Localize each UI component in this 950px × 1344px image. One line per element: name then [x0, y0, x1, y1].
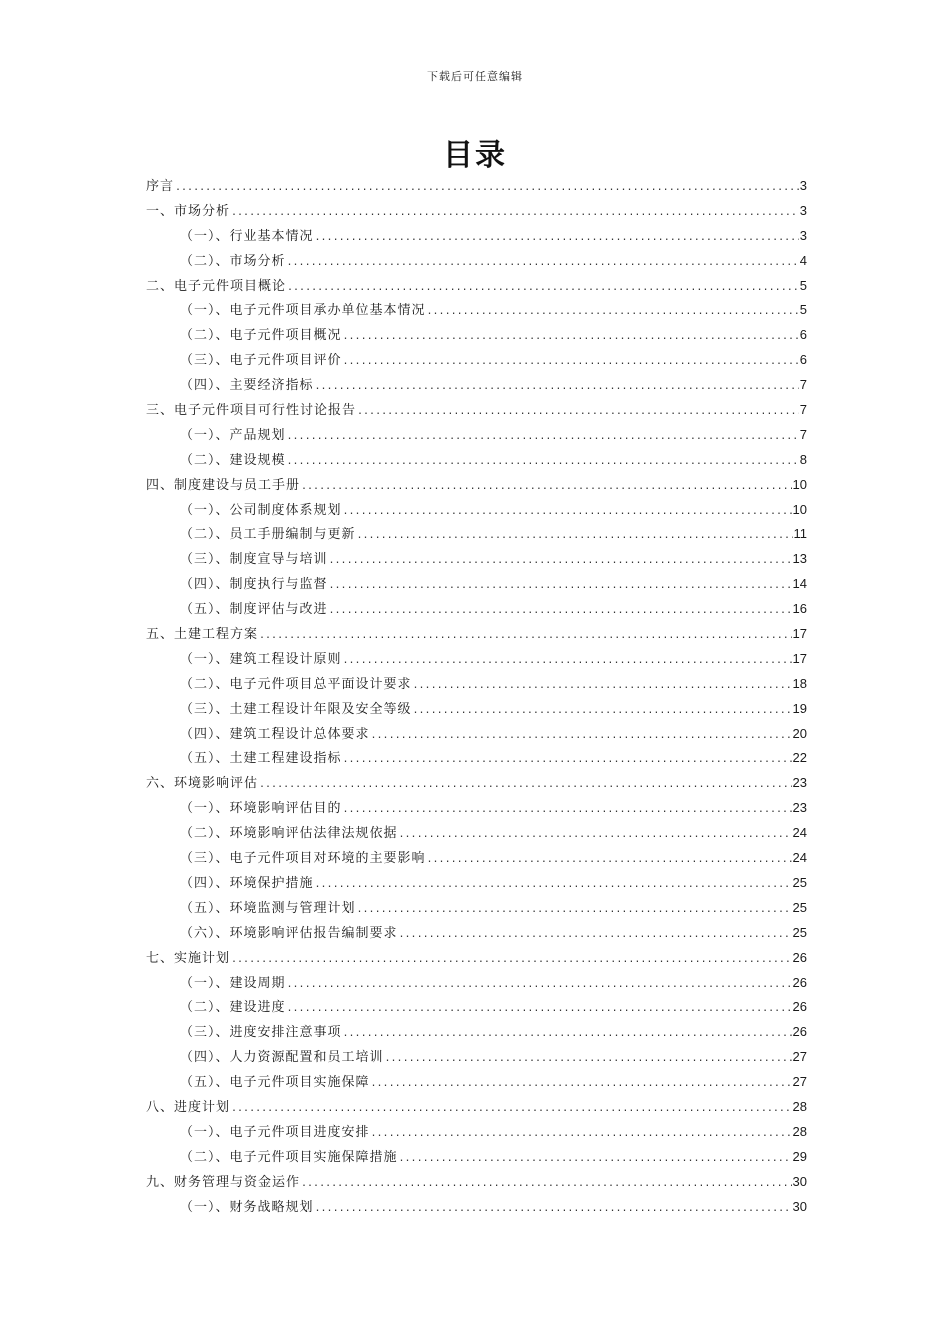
toc-dot-leader: [301, 1172, 792, 1197]
toc-dot-leader: [329, 574, 792, 599]
toc-entry[interactable]: [146, 746, 807, 771]
toc-dot-leader: [343, 798, 792, 823]
toc-entry[interactable]: [146, 946, 807, 971]
toc-entry-title: （二）、电子元件项目实施保障措施: [180, 1149, 398, 1165]
toc-page-number: 13: [792, 551, 807, 567]
toc-page-number: 24: [792, 825, 807, 841]
toc-page-number: 24: [792, 850, 807, 866]
toc-page-number: 5: [799, 277, 807, 293]
toc-page-number: 7: [799, 426, 807, 442]
toc-dot-leader: [329, 599, 792, 624]
toc-entry[interactable]: [146, 921, 807, 946]
toc-dot-leader: [287, 425, 799, 450]
toc-entry-title: （一）、环境影响评估目的: [180, 801, 342, 817]
toc-dot-leader: [357, 400, 799, 425]
toc-entry[interactable]: [146, 697, 807, 722]
toc-entry-title: （二）、员工手册编制与更新: [180, 527, 356, 543]
toc-entry-title: （一）、建设周期: [180, 975, 286, 991]
toc-page-number: 11: [793, 526, 807, 542]
toc-dot-leader: [399, 823, 792, 848]
toc-dot-leader: [287, 450, 799, 475]
toc-entry-title: （一）、建筑工程设计原则: [180, 651, 342, 667]
toc-entry-title: （四）、建筑工程设计总体要求: [180, 726, 370, 742]
toc-entry-title: （一）、电子元件项目承办单位基本情况: [180, 303, 426, 319]
toc-dot-leader: [413, 674, 792, 699]
toc-entry[interactable]: [146, 821, 807, 846]
toc-entry[interactable]: [146, 846, 807, 871]
toc-page-number: 6: [799, 352, 807, 368]
toc-page-number: 25: [792, 924, 807, 940]
toc-entry[interactable]: [146, 373, 807, 398]
toc-entry[interactable]: [146, 647, 807, 672]
toc-entry-title: 七、实施计划: [146, 950, 231, 966]
toc-page-number: 28: [792, 1123, 807, 1139]
toc-dot-leader: [399, 923, 792, 948]
toc-page-number: 14: [792, 576, 807, 592]
toc-entry-title: （一）、行业基本情况: [180, 228, 314, 244]
toc-entry[interactable]: [146, 1170, 807, 1195]
toc-entry-title: 四、制度建设与员工手册: [146, 477, 301, 493]
toc-dot-leader: [259, 773, 792, 798]
toc-entry-title: （四）、环境保护措施: [180, 875, 314, 891]
toc-entry[interactable]: [146, 871, 807, 896]
toc-page-number: 23: [792, 800, 807, 816]
toc-dot-leader: [343, 500, 792, 525]
toc-page-number: 22: [792, 750, 807, 766]
toc-page-number: 3: [799, 202, 807, 218]
toc-entry-title: （二）、建设进度: [180, 1000, 286, 1016]
toc-dot-leader: [231, 201, 799, 226]
toc-entry[interactable]: [146, 423, 807, 448]
toc-page-number: 25: [792, 899, 807, 915]
toc-entry-title: （四）、人力资源配置和员工培训: [180, 1050, 384, 1066]
toc-entry[interactable]: [146, 672, 807, 697]
toc-entry-title: （一）、财务战略规划: [180, 1199, 314, 1215]
toc-dot-leader: [259, 624, 792, 649]
page-header-note: 下载后可任意编辑: [427, 70, 523, 83]
toc-entry[interactable]: [146, 298, 807, 323]
toc-dot-leader: [315, 1197, 792, 1222]
toc-entry-title: 六、环境影响评估: [146, 776, 259, 792]
toc-page-number: 23: [792, 775, 807, 791]
toc-page-number: 7: [799, 377, 807, 393]
toc-entry-title: 序言: [146, 179, 175, 194]
toc-entry-title: （一）、电子元件项目进度安排: [180, 1124, 370, 1140]
toc-dot-leader: [329, 549, 792, 574]
toc-dot-leader: [315, 873, 792, 898]
toc-dot-leader: [287, 997, 792, 1022]
toc-entry-title: （二）、市场分析: [180, 253, 286, 269]
toc-page-number: 26: [792, 1024, 807, 1040]
toc-page-number: 5: [799, 302, 807, 318]
toc-dot-leader: [343, 748, 792, 773]
toc-entry-title: （二）、环境影响评估法律法规依据: [180, 826, 398, 842]
toc-page-number: 7: [799, 402, 807, 418]
toc-page-number: 26: [792, 949, 807, 965]
toc-dot-leader: [385, 1047, 792, 1072]
toc-page-number: 26: [792, 974, 807, 990]
toc-page-number: 16: [792, 601, 807, 617]
toc-entry-title: （五）、制度评估与改进: [180, 602, 328, 618]
toc-entry[interactable]: [146, 224, 807, 249]
toc-dot-leader: [315, 226, 799, 251]
toc-entry-title: （三）、土建工程设计年限及安全等级: [180, 701, 412, 717]
toc-entry[interactable]: [146, 1095, 807, 1120]
toc-entry[interactable]: [146, 771, 807, 796]
toc-dot-leader: [231, 948, 792, 973]
toc-page-number: 17: [792, 626, 807, 642]
toc-page-number: 3: [799, 227, 807, 243]
toc-page-number: 20: [792, 725, 807, 741]
toc-page-number: 30: [792, 1173, 807, 1189]
toc-entry[interactable]: [146, 1145, 807, 1170]
toc-dot-leader: [287, 276, 799, 301]
toc-dot-leader: [357, 898, 792, 923]
toc-entry[interactable]: [146, 1120, 807, 1145]
toc-page-number: 25: [792, 874, 807, 890]
toc-entry[interactable]: [146, 622, 807, 647]
toc-entry-title: （三）、电子元件项目对环境的主要影响: [180, 851, 426, 867]
toc-dot-leader: [343, 1022, 792, 1047]
toc-entry-title: 三、电子元件项目可行性讨论报告: [146, 403, 357, 419]
toc-page-number: 10: [792, 476, 807, 492]
toc-page-number: 8: [799, 451, 807, 467]
toc-entry[interactable]: [146, 323, 807, 348]
toc-entry[interactable]: [146, 249, 807, 274]
toc-entry[interactable]: [146, 274, 807, 299]
toc-entry[interactable]: [146, 597, 807, 622]
toc-entry-title: （二）、电子元件项目概况: [180, 328, 342, 344]
toc-entry-title: （四）、主要经济指标: [180, 378, 314, 394]
toc-entry[interactable]: [146, 971, 807, 996]
toc-dot-leader: [371, 1122, 792, 1147]
toc-entry[interactable]: [146, 1195, 807, 1220]
toc-dot-leader: [357, 524, 793, 549]
toc-dot-leader: [413, 699, 792, 724]
toc-page-number: 30: [792, 1198, 807, 1214]
toc-dot-leader: [315, 375, 799, 400]
toc-page-number: 27: [792, 1049, 807, 1065]
toc-dot-leader: [287, 251, 799, 276]
toc-dot-leader: [427, 300, 799, 325]
toc-page-number: 29: [792, 1148, 807, 1164]
toc-entry[interactable]: [146, 174, 807, 199]
toc-entry-title: （五）、电子元件项目实施保障: [180, 1075, 370, 1091]
toc-entry-title: （四）、制度执行与监督: [180, 577, 328, 593]
toc-entry[interactable]: [146, 1070, 807, 1095]
toc-page-number: 18: [792, 675, 807, 691]
toc-entry[interactable]: [146, 473, 807, 498]
toc-entry[interactable]: [146, 796, 807, 821]
toc-entry[interactable]: [146, 448, 807, 473]
table-of-contents: [146, 174, 807, 1219]
toc-entry[interactable]: [146, 995, 807, 1020]
toc-entry[interactable]: [146, 547, 807, 572]
toc-entry[interactable]: [146, 722, 807, 747]
toc-entry-title: （五）、土建工程建设指标: [180, 751, 342, 767]
toc-dot-leader: [371, 1072, 792, 1097]
toc-dot-leader: [301, 475, 792, 500]
toc-page-number: 6: [799, 327, 807, 343]
toc-entry-title: （三）、制度宣导与培训: [180, 552, 328, 568]
toc-entry-title: 二、电子元件项目概论: [146, 278, 287, 294]
toc-page-number: 3: [799, 178, 807, 193]
toc-entry[interactable]: [146, 572, 807, 597]
toc-dot-leader: [343, 350, 799, 375]
toc-entry-title: 八、进度计划: [146, 1099, 231, 1115]
toc-entry-title: （六）、环境影响评估报告编制要求: [180, 925, 398, 941]
toc-entry[interactable]: [146, 896, 807, 921]
toc-dot-leader: [399, 1147, 792, 1172]
toc-dot-leader: [287, 973, 792, 998]
toc-entry-title: 一、市场分析: [146, 203, 231, 219]
toc-entry-title: （一）、公司制度体系规划: [180, 502, 342, 518]
toc-entry-title: （二）、电子元件项目总平面设计要求: [180, 676, 412, 692]
toc-entry[interactable]: [146, 398, 807, 423]
toc-page-number: 26: [792, 999, 807, 1015]
toc-entry-title: 五、土建工程方案: [146, 627, 259, 643]
toc-dot-leader: [343, 649, 792, 674]
toc-entry[interactable]: [146, 1020, 807, 1045]
toc-entry-title: （二）、建设规模: [180, 452, 286, 468]
toc-entry-title: （五）、环境监测与管理计划: [180, 900, 356, 916]
toc-page-number: 27: [792, 1074, 807, 1090]
toc-dot-leader: [427, 848, 792, 873]
toc-page-number: 28: [792, 1098, 807, 1114]
toc-dot-leader: [231, 1097, 792, 1122]
toc-page-number: 17: [792, 650, 807, 666]
toc-dot-leader: [343, 325, 799, 350]
toc-page-number: 10: [792, 501, 807, 517]
toc-entry[interactable]: [146, 498, 807, 523]
toc-entry[interactable]: [146, 522, 807, 547]
toc-page-number: 19: [792, 700, 807, 716]
toc-entry[interactable]: [146, 199, 807, 224]
page-title: 目录: [443, 138, 507, 173]
toc-entry-title: 九、财务管理与资金运作: [146, 1174, 301, 1190]
toc-entry[interactable]: [146, 1045, 807, 1070]
toc-page-number: 4: [799, 252, 807, 268]
toc-entry-title: （三）、进度安排注意事项: [180, 1025, 342, 1041]
toc-dot-leader: [371, 724, 792, 749]
toc-entry-title: （一）、产品规划: [180, 427, 286, 443]
toc-dot-leader: [175, 176, 799, 201]
toc-entry-title: （三）、电子元件项目评价: [180, 353, 342, 369]
toc-entry[interactable]: [146, 348, 807, 373]
